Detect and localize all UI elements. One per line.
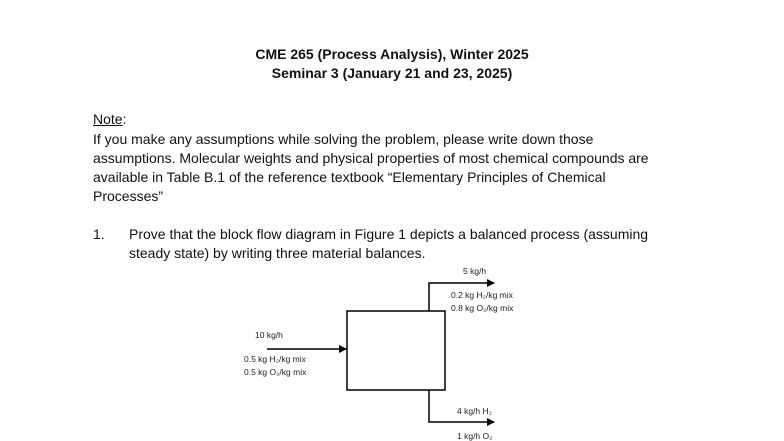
note-line-1: If you make any assumptions while solving the problem, please write down those <box>93 131 594 147</box>
course-title: CME 265 (Process Analysis), Winter 2025 <box>255 46 529 62</box>
feed-o2-label: 0.5 kg O₂/kg mix <box>244 367 307 377</box>
feed-h2-label: 0.5 kg H₂/kg mix <box>244 354 306 364</box>
question-line-2: steady state) by writing three material balances. <box>129 245 426 261</box>
seminar-title: Seminar 3 (January 21 and 23, 2025) <box>271 65 513 81</box>
bottom-stream-o2-label: 1 kg/h O₂ <box>457 431 493 441</box>
note-heading-colon: : <box>122 111 127 127</box>
top-stream-h2-label: 0.2 kg H₂/kg mix <box>451 290 513 300</box>
top-stream-o2-label: 0.8 kg O₂/kg mix <box>451 303 514 313</box>
question-number: 1. <box>93 226 105 242</box>
note-line-2: assumptions. Molecular weights and physical properties of most chemical compounds are <box>93 150 649 166</box>
note-line-3: available in Table B.1 of the reference textbook “Elementary Principles of Chemical <box>93 169 606 185</box>
top-stream-rate-label: 5 kg/h <box>463 266 487 276</box>
bottom-stream-h2-label: 4 kg/h H₂ <box>457 406 492 416</box>
feed-rate-label: 10 kg/h <box>255 330 283 340</box>
question-line-1: Prove that the block flow diagram in Figure 1 depicts a balanced process (assuming <box>129 226 649 242</box>
note-line-4: Processes” <box>93 188 164 204</box>
note-heading-label: Note <box>93 111 123 127</box>
process-block <box>347 311 445 390</box>
